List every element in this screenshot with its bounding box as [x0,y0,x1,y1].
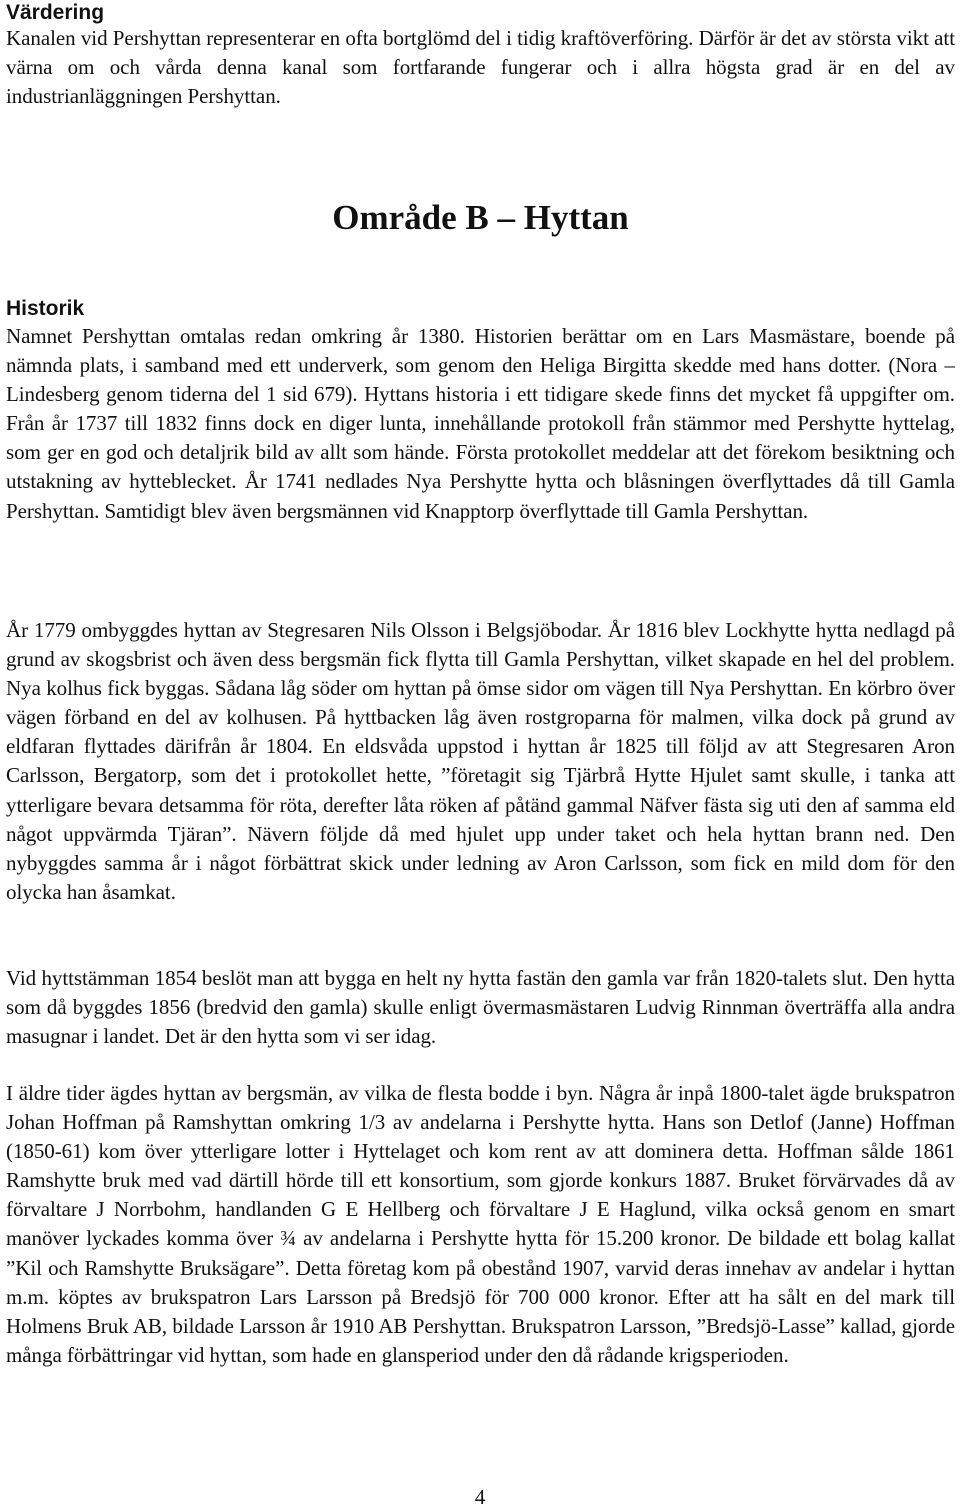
history-paragraph-3: Vid hyttstämman 1854 beslöt man att bygga en helt ny hytta fastän den gamla var från 1820-talets slut. Den hytta som då byggdes 1856 (bredvid den gamla) skulle enligt övermasmästaren Ludvig Rinnman överträffa alla andra masugnar i landet. Det är den hytta som vi ser idag. [6,966,955,1049]
valuation-paragraph: Kanalen vid Pershyttan representerar en ofta bortglömd del i tidig kraftöverföring. Därför är det av största vikt att värna om och vårda denna kanal som fortfarande fungerar och i allra högsta grad är en del av industrianläggningen Pershyttan. [6,26,955,109]
history-block-4 [6,1079,955,1370]
history-paragraph-4: I äldre tider ägdes hyttan av bergsmän, av vilka de flesta bodde i byn. Några år inpå 1800-talet ägde brukspatron Johan Hoffman på Ramshyttan omkring 1/3 av andelarna i Pershytte hytta. Hans son Detlof (Janne) Hoffman (1850-61) kom över ytterligare lotter i Hyttelaget och kom rent av att dominera detta. Hoffman sålde 1861 Ramshytte bruk med vad därtill hörde till ett konsortium, som gjorde konkurs 1887. Bruket förvärvades då av förvaltare J Norrbohm, handlanden G E Hellberg och förvaltare J E Haglund, vilka också genom en smart manöver lyckades komma över ¾ av andelarna i Pershytte hytta för 15.200 kronor. De bildade ett bolag kallat ”Kil och Ramshytte Bruksägare”. Detta företag kom på obestånd 1907, varvid deras innehav av andelar i hyttan m.m. köptes av brukspatron Lars Larsson på Bredsjö för 700 000 kronor. Efter att ha sålt en del mark till Holmens Bruk AB, bildade Larsson år 1910 AB Pershyttan. Brukspatron Larsson, ”Bredsjö-Lasse” kallad, gjorde många förbättringar vid hyttan, som hade en glansperiod under den då rådande krigsperioden. [6,1081,955,1367]
history-block-2 [6,616,955,907]
page-number: 4 [474,1485,486,1509]
valuation-heading: Värdering [6,1,105,24]
history-heading: Historik [6,297,85,320]
section-title: Område B – Hyttan [332,198,629,237]
history-paragraph-2: År 1779 ombyggdes hyttan av Stegresaren Nils Olsson i Belgsjöbodar. År 1816 blev Lockhytte hytta nedlagd på grund av skogsbrist och även dess bergsmän fick flytta till Gamla Pershyttan, vilket skapade en hel del problem. Nya kolhus fick byggas. Sådana låg söder om hyttan på ömse sidor om vägen till Nya Pershyttan. En körbro över vägen förband en del av kolhusen. På hyttbacken låg även rostgroparna för malmen, vilka dock på grund av eldfaran flyttades därifrån år 1804. En eldsvåda uppstod i hyttan år 1825 till följd av att Stegresaren Aron Carlsson, Bergatorp, som det i protokollet hette, ”företagit sig Tjärbrå Hytte Hjulet samt skulle, i tanka att ytterligare bevara detsamma för röta, derefter låta röken af påtänd gammal Näfver fästa sig uti den af samma eld något uppvärmda Tjäran”. Nävern följde då med hjulet upp under taket och hela hyttan brann ned. Den nybyggdes samma år i något förbättrat skick under ledning av Aron Carlsson, som fick en mild dom för den olycka han åsamkat. [6,618,955,904]
history-block-3 [6,964,955,1051]
history-paragraph-1: Namnet Pershyttan omtalas redan omkring år 1380. Historien berättar om en Lars Masmästare, boende på nämnda plats, i samband med ett underverk, som genom den Heliga Birgitta skedde med hans dotter. (Nora – Lindesberg genom tiderna del 1 sid 679). Hyttans historia i ett tidigare skede finns det mycket få uppgifter om. Från år 1737 till 1832 finns dock en diger lunta, innehållande protokoll från stämmor med Pershytte hyttelag, som ger en god och detaljrik bild av allt som hände. Första protokollet meddelar att det förekom besiktning och utstakning av hytteblecket. År 1741 nedlades Nya Pershytte hytta och blåsningen överflyttades då till Gamla Pershyttan. Samtidigt blev även bergsmännen vid Knapptorp överflyttade till Gamla Pershyttan. [6,324,955,523]
history-section [6,296,955,526]
valuation-section [6,0,955,111]
